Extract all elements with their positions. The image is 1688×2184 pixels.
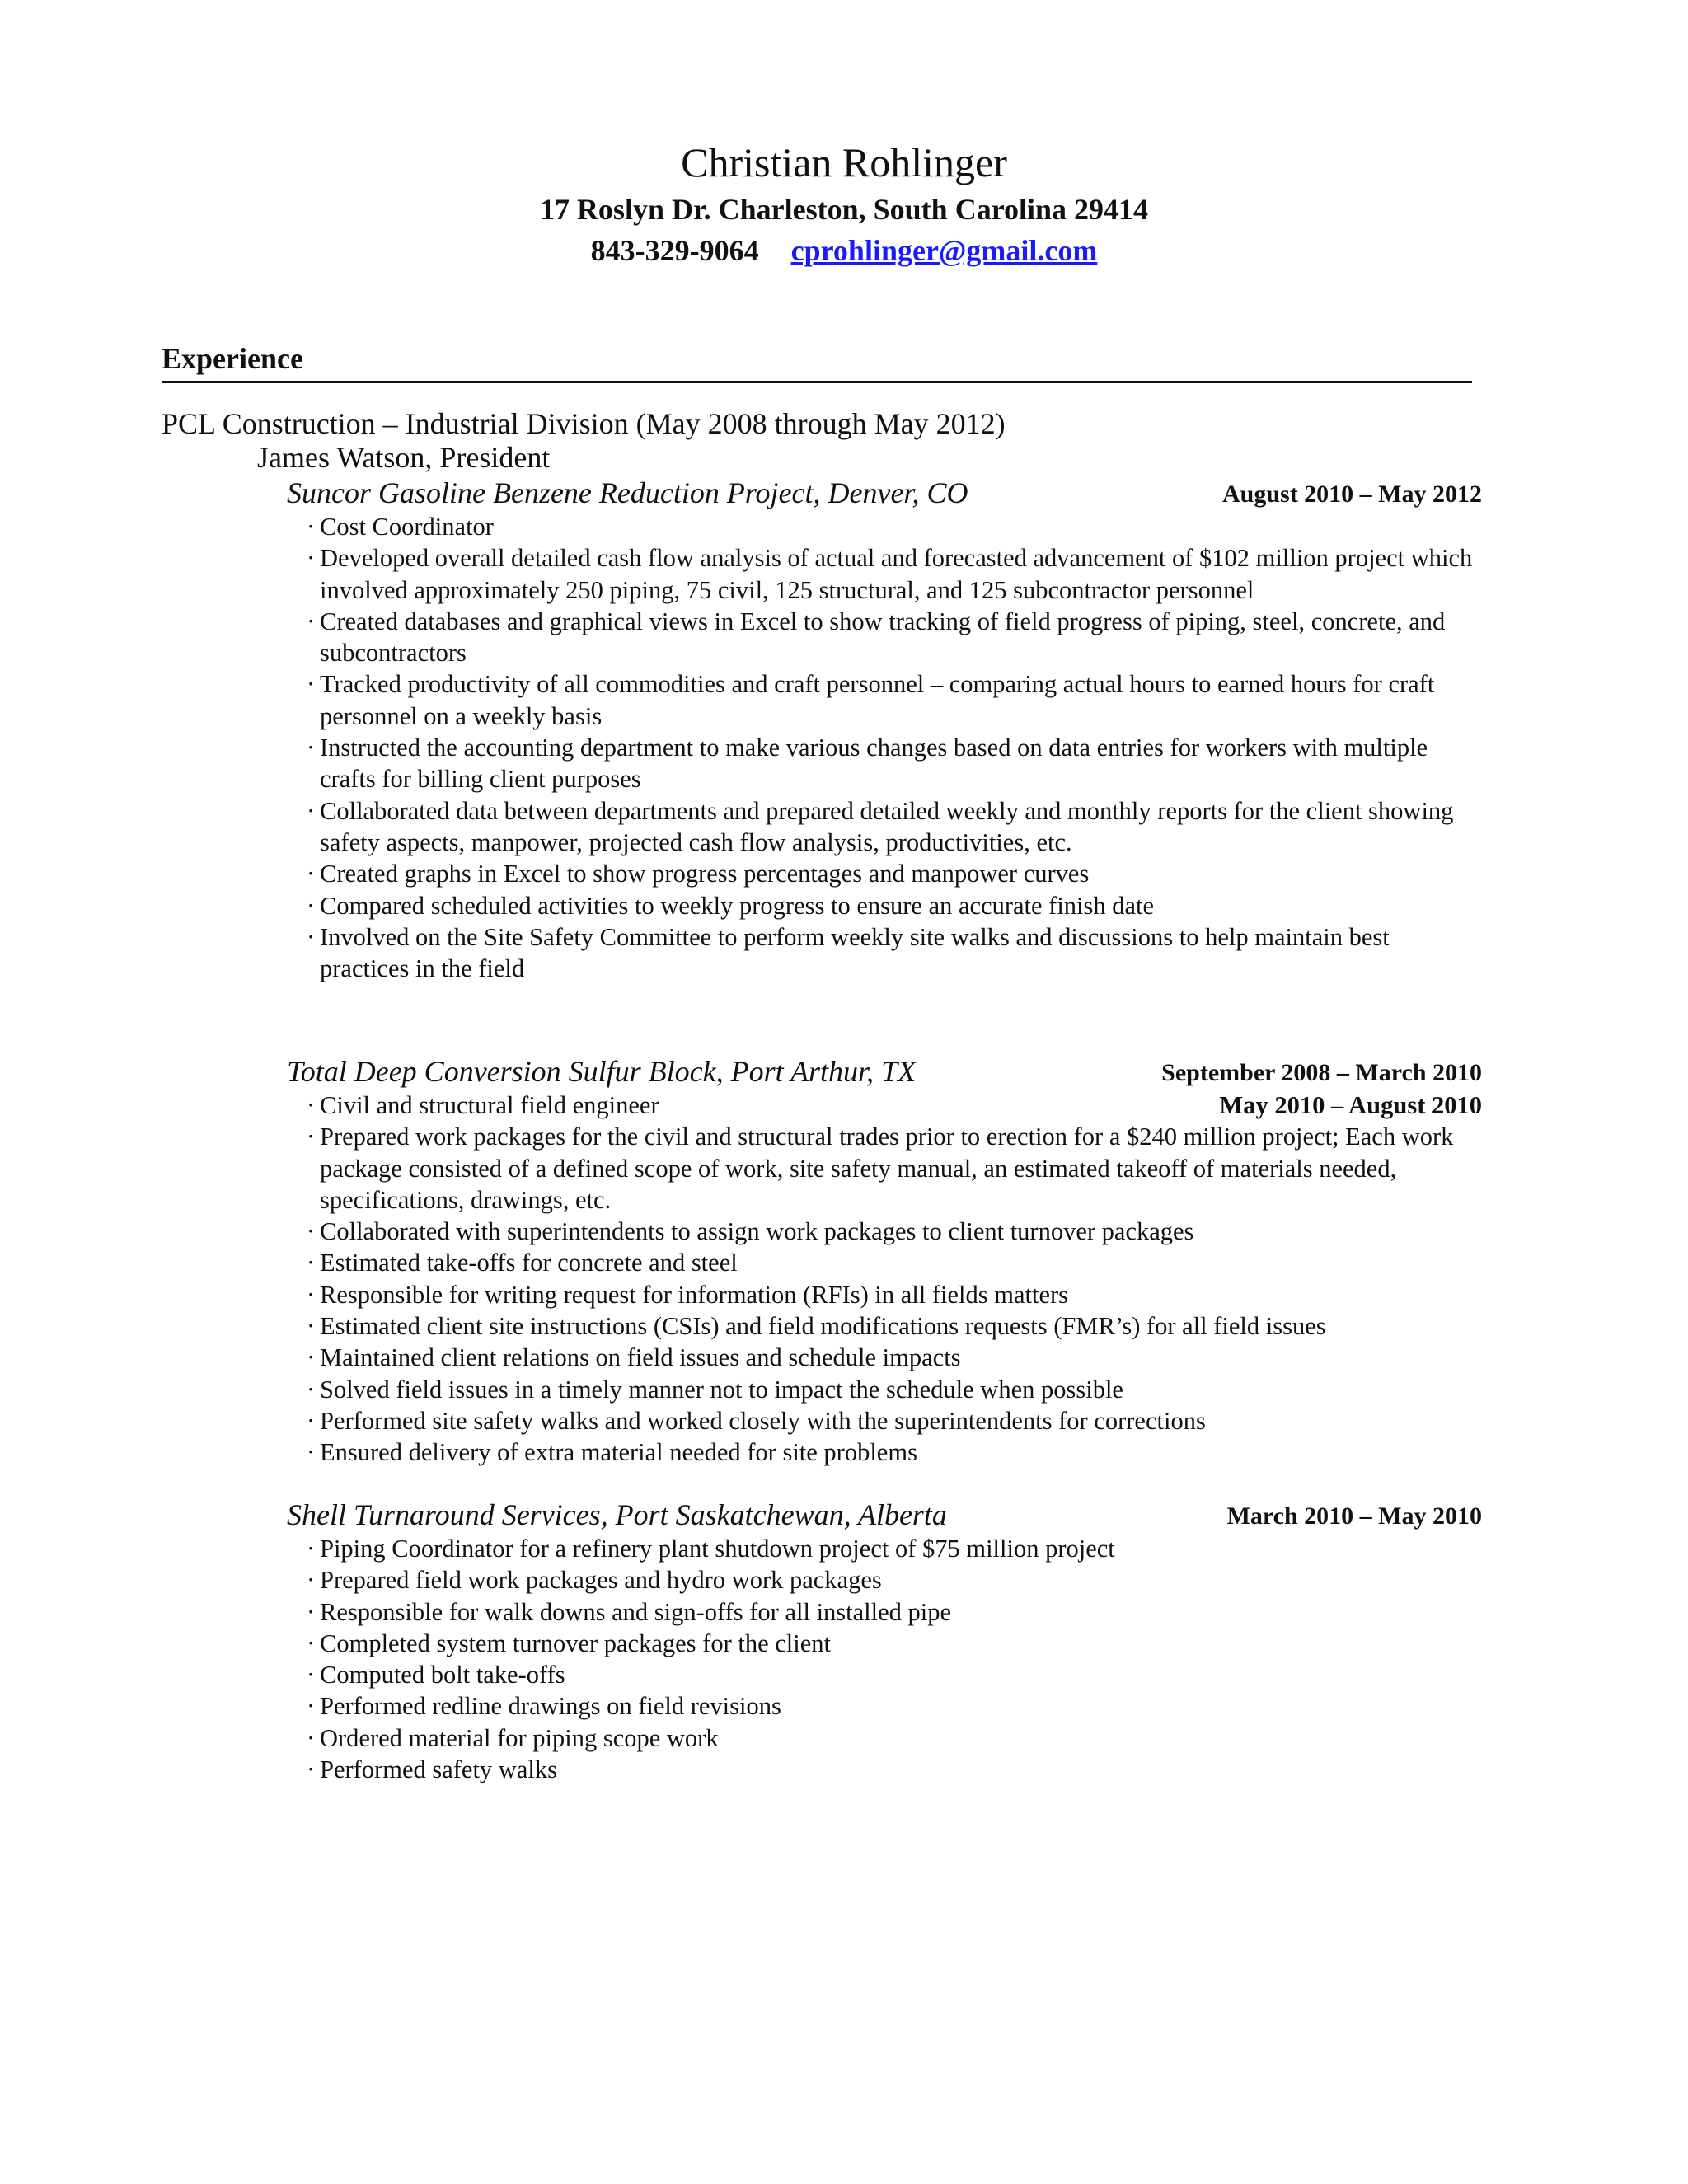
bullet-icon: · [307, 1249, 316, 1277]
project-header [287, 1497, 1482, 1533]
bullet-icon: · [307, 1755, 316, 1784]
project-dates: September 2008 – March 2010 [1161, 1059, 1482, 1086]
experience-heading: Experience [162, 338, 1472, 383]
bullet-item: · Involved on the Site Safety Committee to perform weekly site walks and discussions to help maintain best practices in the field [307, 922, 1390, 983]
bullet-item: · Collaborated data between departments and prepared detailed weekly and monthly reports for the client showing safety aspects, manpower, projected cash flow analysis, productivities, etc. [307, 796, 1454, 856]
bullet-item: · Responsible for walk downs and sign-offs for all installed pipe [287, 1596, 1482, 1628]
bullet-item: · Developed overall detailed cash flow analysis of actual and forecasted advancement of $102 million project which involved approximately 250 piping, 75 civil, 125 structural, and 125 subcontractor personnel [307, 544, 1473, 604]
project-header [287, 475, 1482, 511]
project-title: Total Deep Conversion Sulfur Block, Port Arthur, TX [287, 1055, 917, 1088]
bullet-item: · Created graphs in Excel to show progress percentages and manpower curves [287, 858, 1482, 889]
contact-line [0, 230, 1688, 271]
bullet-item: · Prepared work packages for the civil and structural trades prior to erection for a $240 million project; Each work package consisted of a defined scope of work, site safety manual, an estimated takeoff of materials needed, specifications, drawings, etc. [307, 1122, 1454, 1214]
role-title: Civil and structural field engineer [320, 1091, 659, 1119]
candidate-address: 17 Roslyn Dr. Charleston, South Carolina 29414 [539, 193, 1149, 226]
bullet-item: · Responsible for writing request for information (RFIs) in all fields matters [287, 1279, 1482, 1310]
bullet-icon: · [307, 796, 316, 825]
project-dates: August 2010 – May 2012 [1221, 480, 1482, 508]
bullet-item: · Prepared field work packages and hydro work packages [287, 1564, 1482, 1596]
bullet-list [287, 1533, 1482, 1785]
email-link[interactable]: cprohlinger@gmail.com [790, 234, 1098, 267]
bullet-icon: · [307, 607, 316, 635]
bullet-item: · Ensured delivery of extra material needed for site problems [287, 1436, 1482, 1468]
bullet-icon: · [307, 1091, 316, 1119]
bullet-icon: · [307, 1280, 316, 1309]
bullet-item: · Instructed the accounting department to make various changes based on data entries for workers with multiple crafts for billing client purposes [307, 733, 1428, 794]
candidate-name: Christian Rohlinger [681, 139, 1007, 185]
bullet-item: · Collaborated with superintendents to assign work packages to client turnover packages [287, 1216, 1482, 1247]
role-dates: May 2010 – August 2010 [1219, 1091, 1482, 1119]
bullet-item: · Computed bolt take-offs [287, 1659, 1482, 1690]
bullet-icon: · [307, 1597, 316, 1626]
bullet-item: · Estimated take-offs for concrete and steel [287, 1247, 1482, 1278]
bullet-icon: · [307, 1217, 316, 1246]
project-total-sulfur-block [287, 1053, 1482, 1469]
bullet-icon: · [307, 544, 316, 573]
project-suncor [287, 475, 1482, 984]
bullet-icon: · [307, 1406, 316, 1435]
bullet-icon: · [307, 1661, 316, 1690]
bullet-icon: · [307, 1312, 316, 1341]
project-title: Shell Turnaround Services, Port Saskatchewan, Alberta [287, 1498, 947, 1531]
bullet-list [287, 1090, 1482, 1469]
bullet-icon: · [307, 1375, 316, 1404]
bullet-icon: · [307, 1535, 316, 1563]
bullet-icon: · [307, 1566, 316, 1595]
bullet-icon: · [307, 860, 316, 888]
bullet-icon: · [307, 922, 316, 951]
reference-contact: James Watson, President [257, 441, 551, 474]
bullet-icon: · [307, 1438, 316, 1467]
project-shell-turnaround [287, 1497, 1482, 1785]
bullet-item: · Completed system turnover packages for the client [287, 1628, 1482, 1659]
project-title: Suncor Gasoline Benzene Reduction Project, Denver, CO [287, 476, 968, 509]
project-header [287, 1053, 1482, 1090]
bullet-icon: · [307, 1692, 316, 1721]
bullet-item: · Performed redline drawings on field revisions [287, 1690, 1482, 1722]
bullet-icon: · [307, 1723, 316, 1752]
project-dates: March 2010 – May 2010 [1226, 1502, 1482, 1530]
bullet-item: · Maintained client relations on field issues and schedule impacts [287, 1342, 1482, 1373]
bullet-item-role [287, 1090, 1482, 1121]
bullet-item: · Performed site safety walks and worked closely with the superintendents for corrections [287, 1405, 1482, 1436]
phone-number: 843-329-9064 [590, 234, 759, 267]
bullet-icon: · [307, 733, 316, 762]
bullet-list [287, 511, 1482, 984]
bullet-icon: · [307, 670, 316, 699]
bullet-item: · Compared scheduled activities to weekly progress to ensure an accurate finish date [287, 890, 1482, 921]
bullet-item: · Ordered material for piping scope work [287, 1722, 1482, 1754]
resume-header [0, 136, 1688, 271]
bullet-item: · Tracked productivity of all commodities and craft personnel – comparing actual hours to earned hours for craft personnel on a weekly basis [307, 670, 1435, 730]
bullet-item: · Performed safety walks [287, 1754, 1482, 1785]
company-line: PCL Construction – Industrial Division (May 2008 through May 2012) [162, 407, 1006, 440]
bullet-item: · Created databases and graphical views in Excel to show tracking of field progress of piping, steel, concrete, and subcontractors [307, 607, 1446, 668]
bullet-item: · Solved field issues in a timely manner not to impact the schedule when possible [287, 1374, 1482, 1405]
bullet-icon: · [307, 891, 316, 920]
bullet-icon: · [307, 1343, 316, 1372]
bullet-item: · Cost Coordinator [287, 511, 1482, 542]
bullet-icon: · [307, 513, 316, 541]
bullet-item: · Piping Coordinator for a refinery plant shutdown project of $75 million project [287, 1533, 1482, 1564]
bullet-icon: · [307, 1122, 316, 1151]
bullet-item: · Estimated client site instructions (CSIs) and field modifications requests (FMR’s) for all field issues [287, 1310, 1482, 1342]
bullet-icon: · [307, 1629, 316, 1657]
